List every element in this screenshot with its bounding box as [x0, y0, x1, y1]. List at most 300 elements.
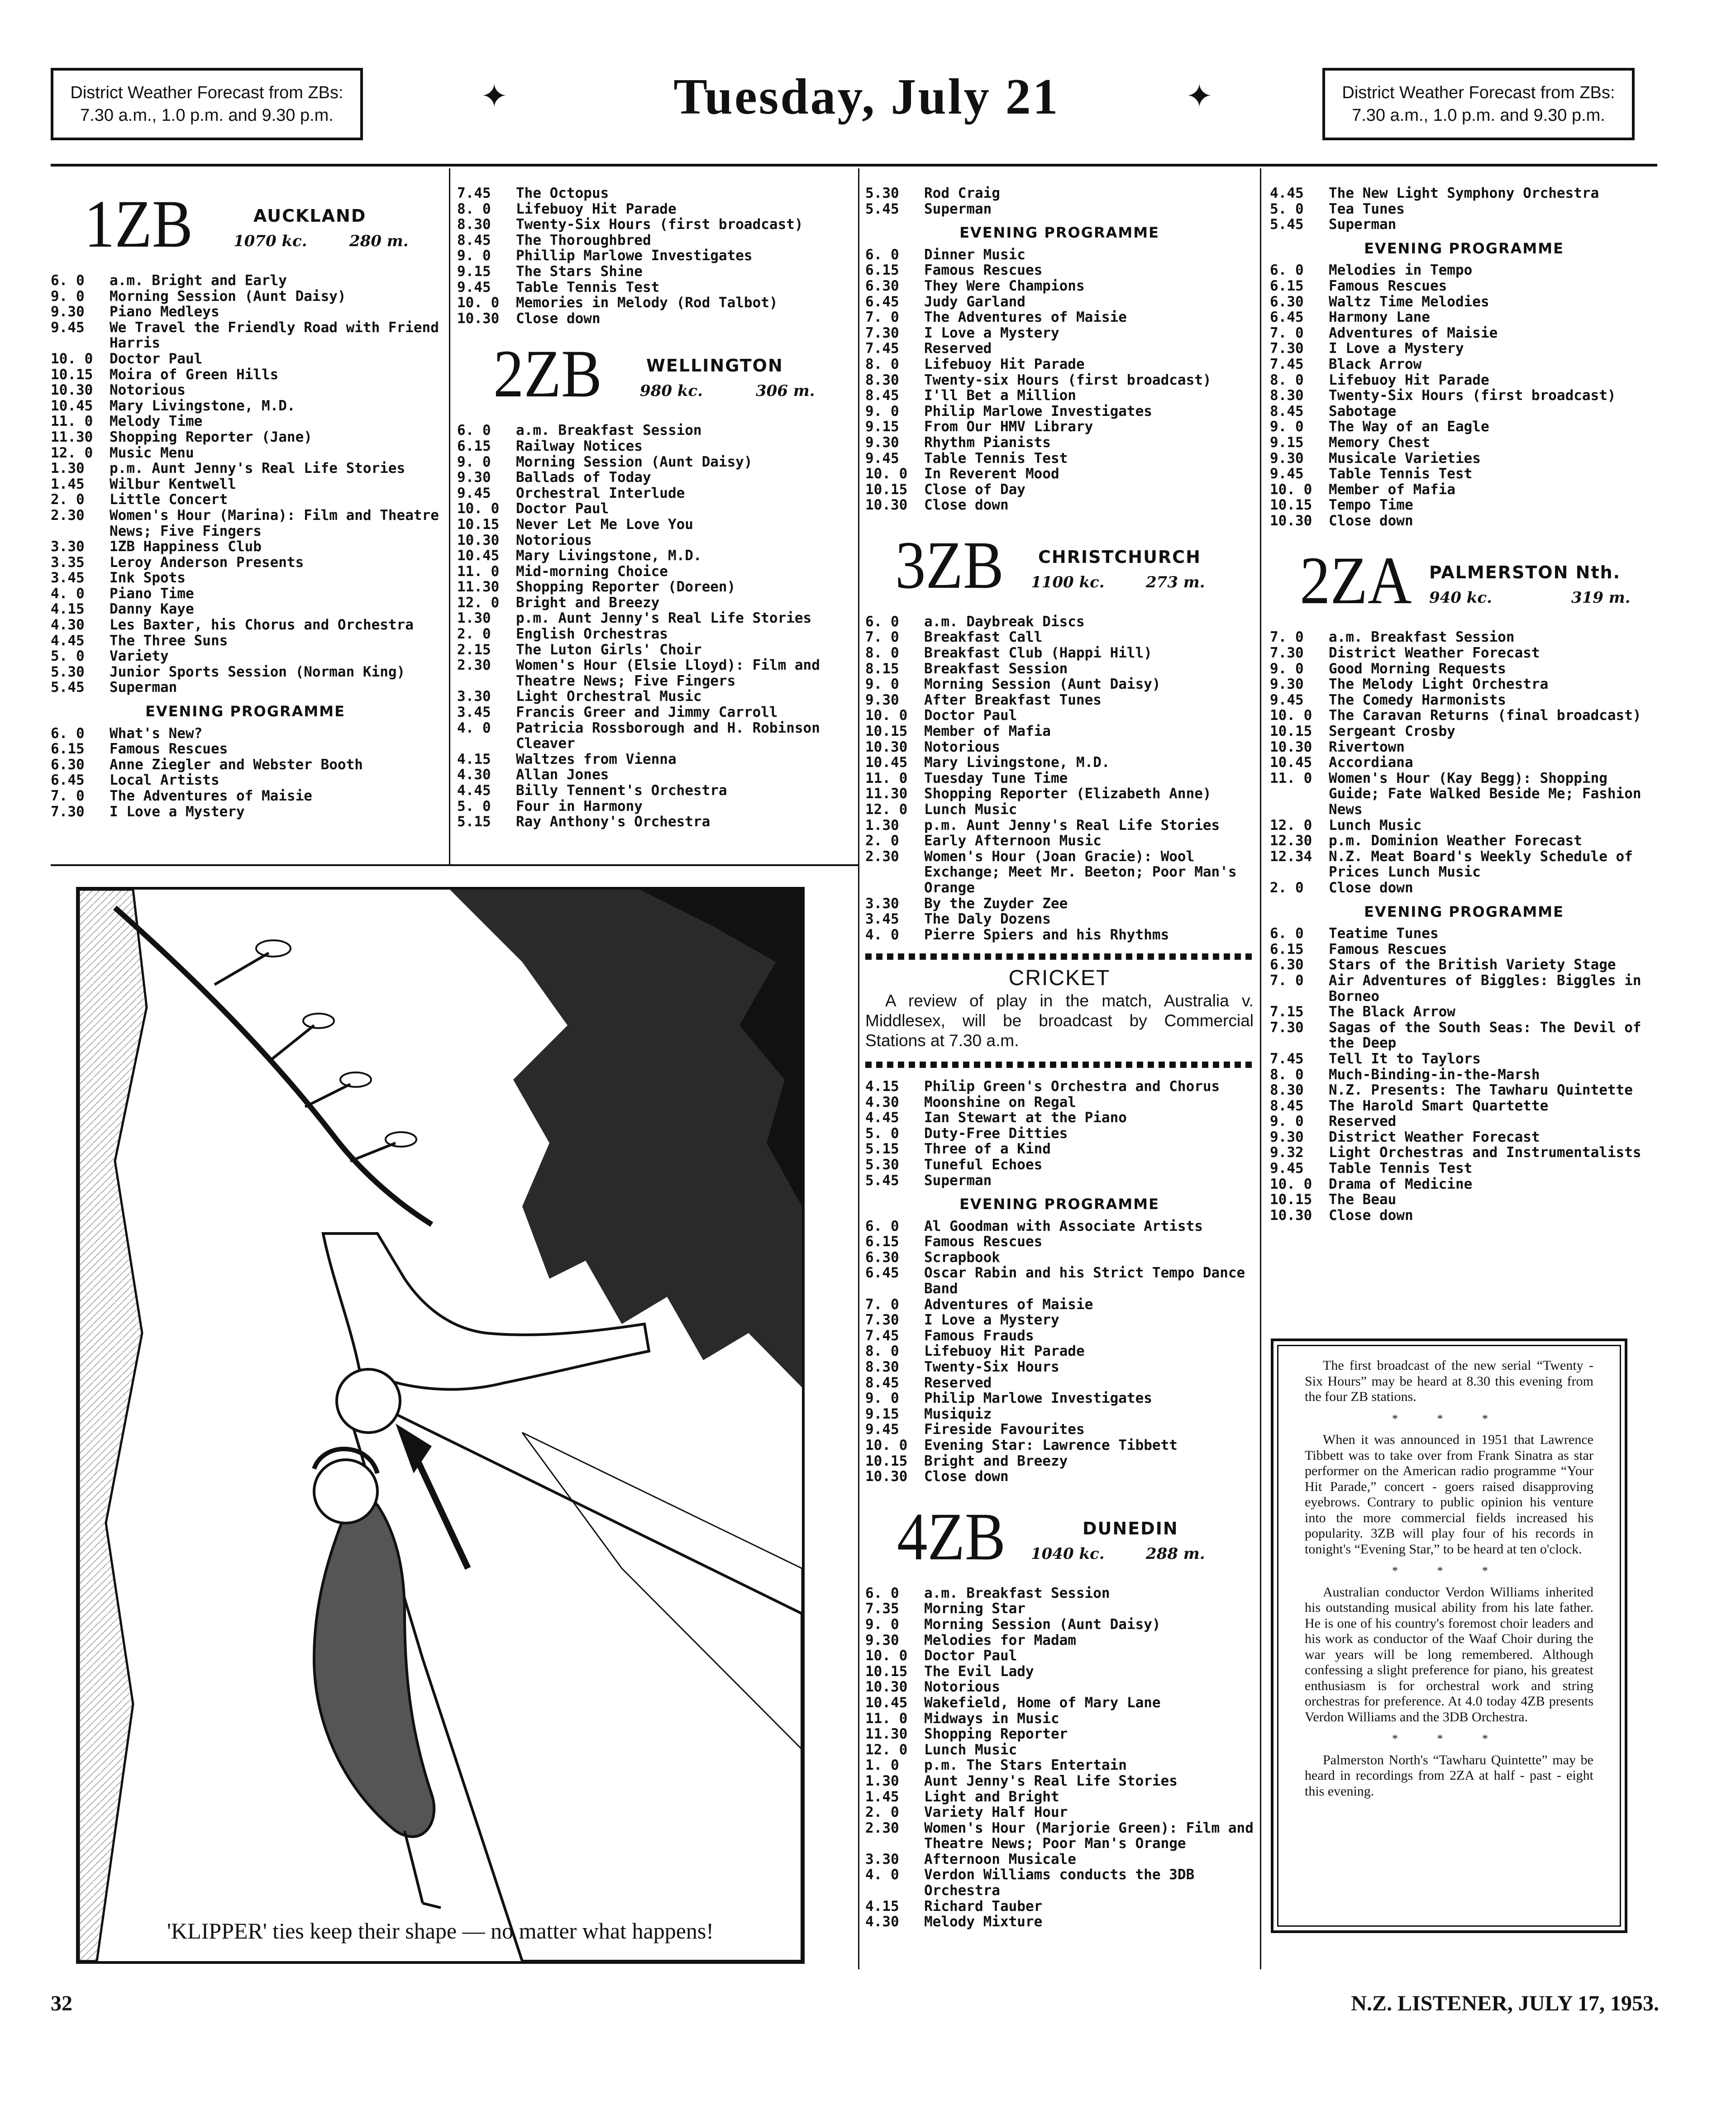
cricket-notice: A review of play in the match, Australia v. Middlesex, will be broadcast by Commercial Stations at 7.30 a.m.: [865, 991, 1254, 1050]
programme-title: Melodies in Tempo: [1329, 262, 1473, 278]
programme-time: 4.15: [51, 601, 85, 618]
programme-time: 10. 0: [457, 295, 500, 311]
programme-title: Table Tennis Test: [924, 450, 1068, 467]
programme-time: 10.15: [865, 481, 908, 498]
programme-row: [865, 247, 1254, 263]
programme-time: 6.45: [865, 1265, 899, 1281]
city: DUNEDIN: [1083, 1518, 1178, 1538]
programme-title: Light Orchestral Music: [516, 689, 702, 705]
programme-row: [51, 617, 440, 633]
programme-time: 8.30: [1270, 387, 1304, 404]
programme-title: They Were Champions: [924, 278, 1085, 294]
programme-title: Member of Mafia: [1329, 481, 1455, 498]
programme-time: 9. 0: [865, 1616, 899, 1633]
programme-title: Women's Hour (Elsie Lloyd): Film and Theatre News; Five Fingers: [516, 657, 820, 689]
programme-title: Notorious: [516, 532, 592, 548]
page-number: 32: [51, 1991, 72, 2015]
programme-time: 12. 0: [457, 594, 500, 611]
programme-time: 12. 0: [865, 1741, 908, 1758]
programme-title: Breakfast Session: [924, 661, 1068, 677]
programme-row: [865, 1586, 1254, 1601]
programme-row: [865, 325, 1254, 341]
city: AUCKLAND: [253, 206, 367, 226]
programme-title: p.m. Aunt Jenny's Real Life Stories: [924, 817, 1220, 834]
weather-forecast-box-left: [51, 68, 363, 140]
programme-time: 10.30: [1270, 1207, 1312, 1224]
programme-row: [457, 814, 851, 830]
programme-time: 4. 0: [865, 926, 899, 943]
programme-row: [865, 802, 1254, 818]
programme-row: [457, 438, 851, 454]
programme-row: [865, 1438, 1254, 1453]
programme-row: [865, 262, 1254, 278]
programme-row: [1270, 1051, 1658, 1067]
programme-title: Tempo Time: [1329, 497, 1413, 513]
programme-title: Philip Green's Orchestra and Chorus: [924, 1078, 1220, 1095]
programme-title: Railway Notices: [516, 438, 643, 454]
frequency: 1100 kc.: [1031, 573, 1105, 591]
programme-title: Reserved: [924, 341, 992, 357]
programme-time: 10.45: [865, 754, 908, 771]
programme-title: The Way of an Eagle: [1329, 419, 1489, 435]
programme-time: 5. 0: [457, 798, 491, 814]
programme-row: [865, 1601, 1254, 1617]
programme-row: [457, 280, 851, 295]
programme-title: Ian Stewart at the Piano: [924, 1110, 1127, 1126]
programme-title: Close down: [924, 497, 1009, 513]
programme-row: [1270, 818, 1658, 834]
programme-time: 10.30: [865, 497, 908, 514]
programme-time: 9.30: [865, 434, 899, 451]
programme-title: Verdon Williams conducts the 3DB Orchestra: [924, 1867, 1195, 1899]
programme-row: [865, 1679, 1254, 1695]
programme-time: 10. 0: [1270, 481, 1312, 498]
programme-row: [51, 273, 440, 289]
programme-title: Danny Kaye: [110, 601, 194, 618]
advert-caption: 'KLIPPER' ties keep their shape — no matter what happens!: [167, 1918, 714, 1943]
programme-title: We Travel the Friendly Road with Friend Harris: [110, 319, 439, 351]
programme-row: [51, 351, 440, 367]
diamond-icon-right: ✦: [1186, 77, 1213, 115]
programme-title: Superman: [110, 680, 177, 696]
programme-title: Variety: [110, 648, 169, 664]
programme-time: 6. 0: [865, 246, 899, 263]
note-tawharu-quintette: Palmerston North's “Tawharu Quintette” may be heard in recordings from 2ZA at half - past - eight this evening.: [1305, 1752, 1593, 1799]
programme-title: Close of Day: [924, 481, 1025, 498]
programme-title: Tuesday Tune Time: [924, 770, 1068, 786]
programme-time: 3.45: [51, 570, 85, 586]
programme-row: [51, 508, 440, 539]
programme-row: [865, 1079, 1254, 1095]
programme-row: [865, 1664, 1254, 1680]
programme-row: [865, 661, 1254, 677]
programme-row: [457, 423, 851, 438]
programme-row: [865, 294, 1254, 310]
programme-time: 10. 0: [865, 707, 908, 724]
programme-time: 10.30: [1270, 512, 1312, 529]
programme-time: 9.45: [1270, 691, 1304, 708]
programme-time: 3.35: [51, 554, 85, 571]
programme-title: District Weather Forecast: [1329, 1129, 1540, 1145]
programme-row: [865, 818, 1254, 834]
column-2za: [1270, 186, 1658, 1223]
note-twenty-six-hours: The first broadcast of the new serial “Twenty - Six Hours” may be heard at 8.30 this evening from the four ZB stations.: [1305, 1358, 1593, 1404]
programme-title: Melody Time: [110, 414, 203, 429]
programme-row: [865, 1726, 1254, 1742]
programme-time: 9.30: [1270, 1129, 1304, 1145]
programme-time: 7.30: [1270, 645, 1304, 662]
programme-time: 6.30: [1270, 957, 1304, 973]
programme-title: Much-Binding-in-the-Marsh: [1329, 1067, 1540, 1083]
programme-time: 7.30: [865, 1312, 899, 1329]
programme-time: 11.30: [51, 429, 93, 445]
programme-row: [865, 676, 1254, 692]
programme-title: Air Adventures of Biggles: Biggles in Borneo: [1329, 972, 1641, 1005]
programme-time: 11. 0: [1270, 770, 1312, 786]
programme-time: 5.30: [865, 1156, 899, 1173]
programme-row: [1270, 833, 1658, 849]
station-header-4zb: [865, 1499, 1254, 1582]
station-header-1zb: [51, 186, 440, 269]
programme-time: 7.45: [865, 1327, 899, 1344]
programme-title: I'll Bet a Million: [924, 388, 1076, 404]
programme-row: [1270, 294, 1658, 310]
programme-time: 8.30: [865, 372, 899, 388]
programme-title: District Weather Forecast: [1329, 645, 1540, 661]
programme-row: [457, 595, 851, 611]
programme-time: 11. 0: [865, 770, 908, 786]
column-3zb: [865, 186, 1254, 1930]
programme-time: 7. 0: [865, 309, 899, 326]
programme-row: [51, 633, 440, 649]
programme-row: [1270, 341, 1658, 357]
programme-row: [457, 217, 851, 233]
programme-time: 9. 0: [457, 453, 491, 470]
programme-title: Sagas of the South Seas: The Devil of the Deep: [1329, 1019, 1641, 1051]
programme-time: 10.30: [865, 1679, 908, 1696]
programme-row: [51, 664, 440, 680]
programme-row: [457, 564, 851, 580]
programme-row: [1270, 724, 1658, 739]
programme-row: [51, 772, 440, 788]
evening-heading: EVENING PROGRAMME: [145, 703, 345, 720]
programme-title: Bright and Breezy: [924, 1453, 1068, 1469]
frequency: 1070 kc.: [234, 232, 307, 250]
programme-title: Lunch Music: [924, 1742, 1017, 1758]
programme-title: Phillip Marlowe Investigates: [516, 248, 753, 264]
programme-row: [457, 533, 851, 548]
programme-title: p.m. Aunt Jenny's Real Life Stories: [516, 610, 812, 627]
programme-row: [457, 454, 851, 470]
programme-title: p.m. Aunt Jenny's Real Life Stories: [110, 461, 405, 476]
programme-title: Oscar Rabin and his Strict Tempo Dance Band: [924, 1265, 1245, 1297]
programme-title: Twenty-Six Hours (first broadcast): [516, 217, 803, 233]
programme-time: 4.45: [457, 782, 491, 799]
programme-row: [457, 720, 851, 752]
programme-time: 10. 0: [865, 1648, 908, 1664]
programme-row: [1270, 1098, 1658, 1114]
programme-time: 11.30: [457, 579, 500, 595]
programme-time: 5.30: [865, 185, 899, 201]
programme-row: [51, 304, 440, 320]
programme-time: 6.15: [865, 262, 899, 279]
programme-time: 7.45: [457, 185, 491, 201]
programme-title: Famous Rescues: [110, 741, 228, 757]
programme-time: 9.45: [1270, 1160, 1304, 1177]
diamond-icon-left: ✦: [481, 77, 508, 115]
programme-time: 10.30: [457, 532, 500, 548]
programme-row: [1270, 513, 1658, 529]
programme-title: Moonshine on Regal: [924, 1094, 1076, 1110]
programme-row: [1270, 278, 1658, 294]
programme-time: 9.30: [1270, 676, 1304, 693]
programme-row: [865, 927, 1254, 943]
programme-title: The Adventures of Maisie: [110, 788, 312, 804]
programme-row: [865, 1265, 1254, 1296]
programme-row: [865, 201, 1254, 217]
programme-row: [1270, 676, 1658, 692]
programme-title: The Adventures of Maisie: [924, 310, 1127, 325]
programme-time: 2. 0: [865, 833, 899, 849]
programme-time: 2. 0: [865, 1804, 899, 1821]
programme-title: Twenty-six Hours (first broadcast): [924, 372, 1211, 388]
evening-list-1zb: [51, 726, 440, 820]
programme-title: Dinner Music: [924, 247, 1025, 263]
notes-box-inner: [1277, 1345, 1621, 1927]
programme-title: Patricia Rossborough and H. Robinson Cleaver: [516, 720, 820, 752]
programme-title: Reserved: [1329, 1114, 1397, 1129]
programme-time: 7. 0: [51, 788, 85, 804]
programme-title: Drama of Medicine: [1329, 1176, 1473, 1192]
programme-time: 10.15: [51, 366, 93, 383]
programme-title: Waltzes from Vienna: [516, 751, 677, 767]
wavelength: 273 m.: [1146, 573, 1205, 591]
programme-row: [1270, 497, 1658, 513]
programme-row: [457, 705, 851, 720]
programme-time: 7.30: [51, 803, 85, 820]
programme-row: [1270, 217, 1658, 233]
programme-row: [1270, 310, 1658, 325]
programme-title: By the Zuyder Zee: [924, 895, 1068, 912]
evening-list-2zb: [865, 247, 1254, 513]
programme-time: 11.30: [865, 786, 908, 802]
programme-title: Superman: [1329, 217, 1397, 233]
programme-row: [1270, 357, 1658, 372]
header-rule: [51, 164, 1657, 167]
programme-time: 3.30: [865, 895, 899, 912]
programme-time: 4.15: [865, 1078, 899, 1095]
programme-time: 4.30: [51, 617, 85, 633]
programme-time: 9.30: [865, 1632, 899, 1648]
programme-list-4zb: [865, 1586, 1254, 1930]
programme-time: 4.15: [865, 1898, 899, 1915]
programme-time: 12.34: [1270, 848, 1312, 865]
programme-row: [1270, 1208, 1658, 1224]
callsign: 1ZB: [84, 186, 193, 262]
programme-row: [457, 689, 851, 705]
programme-time: 9.30: [457, 469, 491, 486]
programme-time: 10.30: [457, 310, 500, 327]
programme-title: Breakfast Club (Happi Hill): [924, 645, 1152, 661]
programme-row: [1270, 482, 1658, 498]
programme-time: 4.45: [865, 1110, 899, 1126]
programme-time: 7.30: [1270, 340, 1304, 357]
star-divider: * * *: [1392, 1412, 1506, 1425]
programme-title: Notorious: [924, 739, 1000, 755]
programme-time: 7.35: [865, 1600, 899, 1617]
programme-title: The Luton Girls' Choir: [516, 642, 702, 658]
forecast-line-1: District Weather Forecast from ZBs:: [1342, 83, 1615, 102]
evening-list-3zb: [865, 1219, 1254, 1485]
column-1zb: [51, 186, 440, 819]
programme-row: [865, 1234, 1254, 1250]
programme-title: 1ZB Happiness Club: [110, 539, 262, 555]
programme-row: [865, 614, 1254, 630]
programme-time: 4. 0: [457, 719, 491, 736]
programme-title: Close down: [516, 310, 601, 327]
programme-row: [1270, 1161, 1658, 1176]
programme-time: 8.45: [865, 1374, 899, 1391]
programme-list-1zb-continued: [457, 186, 851, 326]
programme-time: 2.30: [457, 657, 491, 674]
programme-time: 10. 0: [865, 466, 908, 482]
programme-time: 6. 0: [457, 422, 491, 439]
programme-title: Melodies for Madam: [924, 1632, 1076, 1648]
programme-row: [1270, 388, 1658, 404]
programme-time: 7. 0: [1270, 324, 1304, 341]
programme-title: Doctor Paul: [110, 351, 203, 367]
programme-time: 2. 0: [51, 491, 85, 508]
programme-row: [865, 1742, 1254, 1758]
programme-title: Famous Frauds: [924, 1328, 1034, 1344]
city: PALMERSTON Nth.: [1429, 562, 1621, 583]
programme-row: [51, 726, 440, 742]
programme-time: 2.30: [51, 507, 85, 524]
programme-row: [1270, 1114, 1658, 1129]
programme-title: Ballads of Today: [516, 470, 651, 486]
programme-title: Teatime Tunes: [1329, 926, 1439, 942]
programme-title: Famous Rescues: [1329, 941, 1447, 957]
programme-time: 10.30: [1270, 738, 1312, 755]
programme-title: Scrapbook: [924, 1249, 1000, 1266]
station-header-2zb: [457, 336, 851, 419]
programme-title: Duty-Free Ditties: [924, 1125, 1068, 1142]
programme-time: 6. 0: [1270, 262, 1304, 279]
programme-title: What's New?: [110, 725, 203, 742]
programme-title: Musicale Varieties: [1329, 450, 1481, 467]
programme-title: Pierre Spiers and his Rhythms: [924, 927, 1169, 943]
programme-title: Aunt Jenny's Real Life Stories: [924, 1773, 1178, 1789]
programme-title: Famous Rescues: [1329, 278, 1447, 294]
programme-row: [865, 435, 1254, 451]
programme-title: Adventures of Maisie: [924, 1296, 1093, 1313]
programme-time: 6.45: [865, 293, 899, 310]
programme-title: Midways in Music: [924, 1710, 1059, 1727]
station-header-3zb: [865, 527, 1254, 610]
programme-title: I Love a Mystery: [924, 1312, 1059, 1328]
programme-title: Musiquiz: [924, 1406, 992, 1422]
programme-row: [865, 1789, 1254, 1805]
programme-time: 10.15: [1270, 723, 1312, 740]
programme-row: [457, 486, 851, 501]
programme-list-2za: [1270, 629, 1658, 895]
programme-time: 4.30: [865, 1914, 899, 1930]
klipper-advertisement: [76, 887, 805, 1964]
programme-time: 3.30: [51, 538, 85, 555]
programme-row: [865, 786, 1254, 802]
programme-title: The Caravan Returns (final broadcast): [1329, 708, 1641, 724]
programme-time: 9. 0: [51, 288, 85, 305]
programme-title: Morning Star: [924, 1601, 1025, 1617]
programme-time: 4.45: [51, 632, 85, 649]
programme-time: 9.15: [865, 419, 899, 435]
programme-title: Harmony Lane: [1329, 310, 1430, 325]
programme-title: Morning Session (Aunt Daisy): [924, 1616, 1161, 1633]
programme-time: 3.30: [865, 1851, 899, 1867]
programme-time: 4.30: [865, 1094, 899, 1110]
programme-title: Lifebuoy Hit Parade: [924, 1343, 1085, 1360]
programme-time: 1.45: [51, 476, 85, 492]
programme-row: [865, 186, 1254, 201]
programme-row: [51, 757, 440, 773]
programme-time: 10.30: [51, 382, 93, 399]
column-rule-2: [858, 168, 859, 1969]
programme-row: [1270, 1145, 1658, 1161]
city: CHRISTCHURCH: [1038, 547, 1201, 567]
programme-time: 8. 0: [457, 200, 491, 217]
programme-title: Melody Mixture: [924, 1914, 1043, 1930]
programme-row: [865, 1852, 1254, 1867]
programme-time: 10.15: [457, 516, 500, 533]
programme-row: [865, 419, 1254, 435]
programme-title: Breakfast Call: [924, 629, 1043, 646]
programme-time: 9. 0: [457, 248, 491, 264]
programme-row: [865, 1914, 1254, 1930]
programme-row: [865, 708, 1254, 724]
programme-time: 6. 0: [51, 725, 85, 742]
star-divider: * * *: [1392, 1732, 1506, 1745]
programme-title: Four in Harmony: [516, 798, 643, 814]
programme-time: 1.45: [865, 1788, 899, 1805]
programme-row: [1270, 262, 1658, 278]
evening-heading: EVENING PROGRAMME: [959, 1196, 1159, 1213]
programme-row: [51, 445, 440, 461]
programme-time: 8.30: [457, 216, 491, 233]
programme-row: [457, 264, 851, 280]
programme-row: [1270, 451, 1658, 467]
programme-row: [1270, 186, 1658, 201]
programme-title: Notorious: [110, 382, 186, 398]
programme-title: Women's Hour (Marina): Film and Theatre News; Five Fingers: [110, 507, 439, 539]
programme-title: Allan Jones: [516, 767, 609, 783]
programme-row: [1270, 1082, 1658, 1098]
programme-title: Piano Time: [110, 586, 194, 602]
programme-time: 3.45: [865, 911, 899, 928]
programme-time: 4. 0: [865, 1867, 899, 1883]
programme-title: Black Arrow: [1329, 356, 1422, 372]
programme-title: I Love a Mystery: [924, 325, 1059, 341]
note-lawrence-tibbett: When it was announced in 1951 that Lawrence Tibbett was to take over from Frank Sinatra as star performer on the American radio programme “Your Hit Parade,” concert - goers raised disapproving eyebrows. Contrary to public opinion his venture into the more commercial fields increased his popularity. 3ZB will play four of his records in tonight's “Evening Star,” to be heard at ten o'clock.: [1305, 1432, 1593, 1557]
programme-row: [865, 724, 1254, 739]
programme-title: From Our HMV Library: [924, 419, 1093, 435]
programme-list-3zb-continued: [1270, 186, 1658, 233]
programme-time: 9.30: [51, 304, 85, 320]
programme-title: Twenty-Six Hours: [924, 1359, 1059, 1375]
programme-row: [1270, 1004, 1658, 1020]
programme-row: [865, 1312, 1254, 1328]
programme-time: 3.45: [457, 704, 491, 721]
programme-title: Waltz Time Melodies: [1329, 294, 1489, 310]
